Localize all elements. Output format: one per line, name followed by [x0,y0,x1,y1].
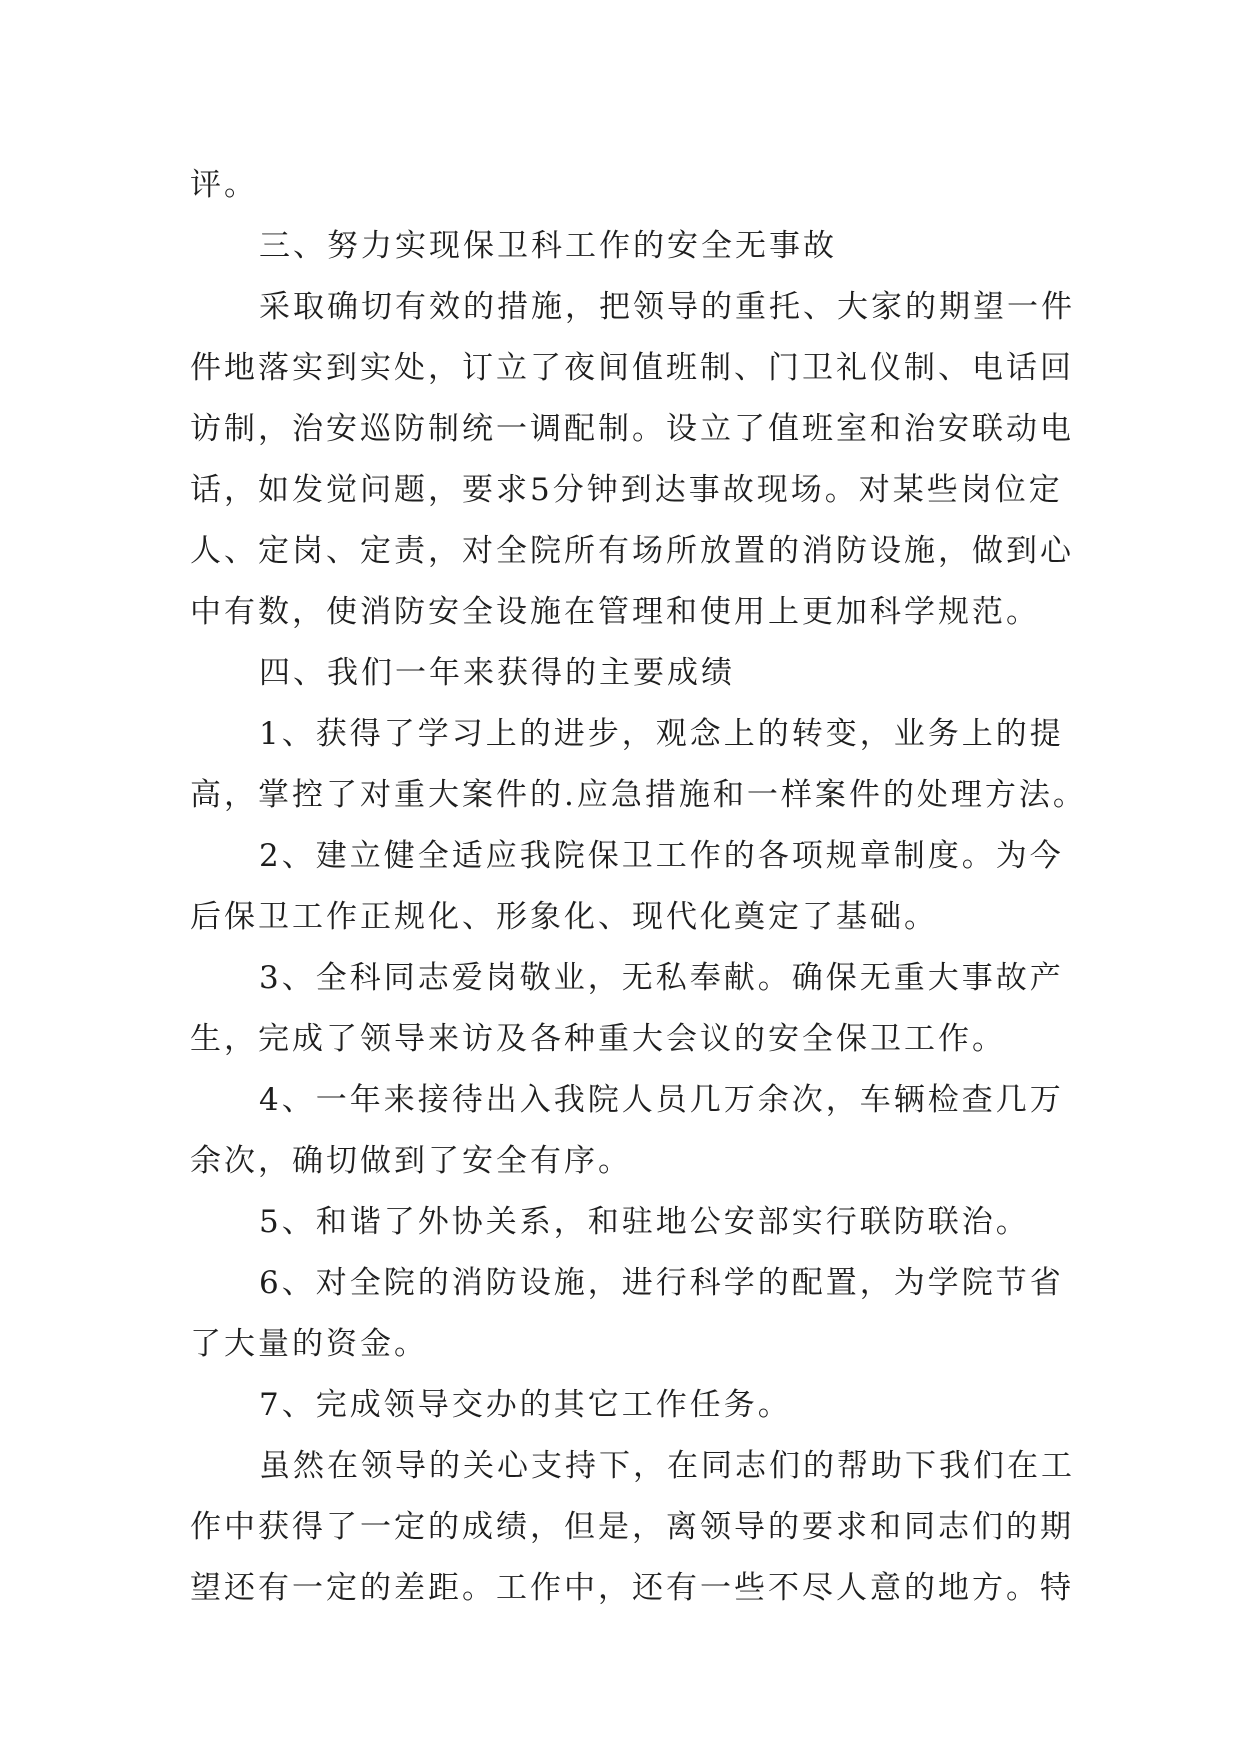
text-line: 余次，确切做到了安全有序。 [190,1143,632,1179]
list-item: 6、对全院的消防设施，进行科学的配置，为学院节省 [259,1265,1064,1301]
text-line: 生，完成了领导来访及各种重大会议的安全保卫工作。 [190,1021,1006,1057]
text-line: 了大量的资金。 [190,1326,428,1362]
list-item: 4、一年来接待出入我院人员几万余次，车辆检查几万 [259,1082,1064,1118]
text-line: 采取确切有效的措施，把领导的重托、大家的期望一件 [259,289,1075,325]
section-heading: 三、努力实现保卫科工作的安全无事故 [259,228,837,264]
list-item: 2、建立健全适应我院保卫工作的各项规章制度。为今 [259,838,1064,874]
text-line: 作中获得了一定的成绩，但是，离领导的要求和同志们的期 [190,1509,1074,1545]
text-line: 后保卫工作正规化、形象化、现代化奠定了基础。 [190,899,938,935]
text-line: 访制，治安巡防制统一调配制。设立了值班室和治安联动电 [190,411,1074,447]
text-line: 话，如发觉问题，要求5分钟到达事故现场。对某些岗位定 [190,472,1063,508]
text-line: 望还有一定的差距。工作中，还有一些不尽人意的地方。特 [190,1570,1074,1606]
list-item: 3、全科同志爱岗敬业，无私奉献。确保无重大事故产 [259,960,1064,996]
list-item: 5、和谐了外协关系，和驻地公安部实行联防联治。 [259,1204,1030,1240]
text-line: 件地落实到实处，订立了夜间值班制、门卫礼仪制、电话回 [190,350,1074,386]
list-item: 1、获得了学习上的进步，观念上的转变，业务上的提 [259,716,1064,752]
document-body [190,155,1087,1619]
text-line: 人、定岗、定责，对全院所有场所放置的消防设施，做到心 [190,533,1074,569]
section-heading: 四、我们一年来获得的主要成绩 [259,655,735,691]
text-line: 评。 [190,167,258,203]
text-line: 中有数，使消防安全设施在管理和使用上更加科学规范。 [190,594,1040,630]
list-item: 7、完成领导交办的其它工作任务。 [259,1387,792,1423]
text-line: 高，掌控了对重大案件的.应急措施和一样案件的处理方法。 [190,777,1087,813]
text-line: 虽然在领导的关心支持下，在同志们的帮助下我们在工 [259,1448,1075,1484]
